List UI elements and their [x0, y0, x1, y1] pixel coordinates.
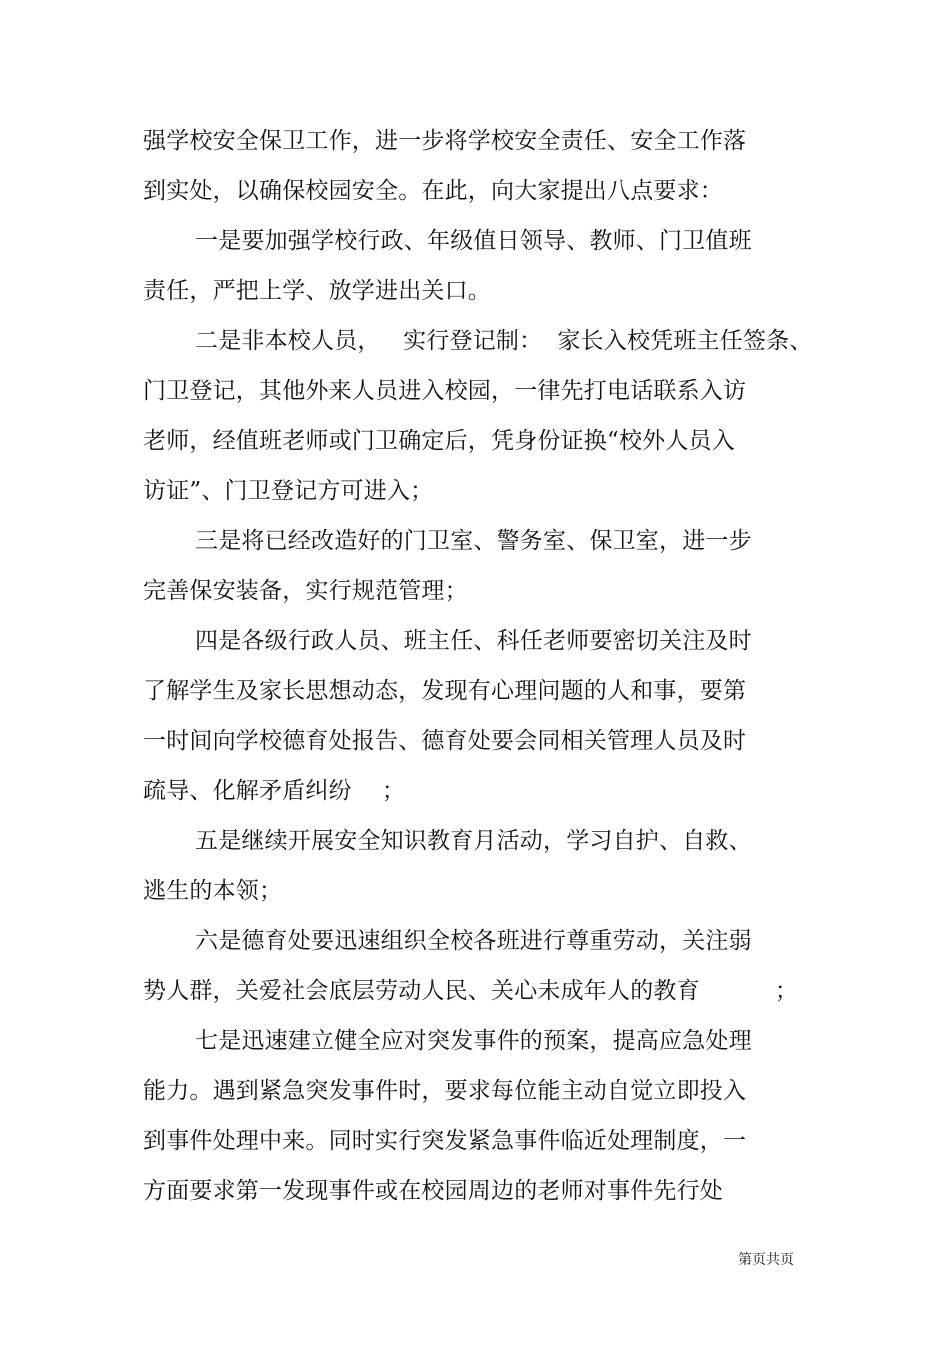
text-line-8: 访证”、门卫登记方可进入； [143, 478, 434, 504]
text-line-22: 方面要求第一发现事件或在校园周边的老师对事件先行处 [143, 1178, 723, 1204]
text-line-15: 五是继续开展安全知识教育月活动，学习自护、自救、 [195, 828, 752, 854]
text-line-10: 完善保安装备，实行规范管理； [143, 578, 468, 604]
text-line-9: 三是将已经改造好的门卫室、警务室、保卫室，进一步 [195, 528, 752, 554]
document-body [143, 116, 813, 1216]
text-line-21: 到事件处理中来。同时实行突发紧急事件临近处理制度，一 [143, 1128, 747, 1154]
text-line-17: 六是德育处要迅速组织全校各班进行尊重劳动，关注弱 [195, 928, 752, 954]
text-line-16: 逃生的本领； [143, 878, 283, 904]
text-line-13: 一时间向学校德育处报告、德育处要会同相关管理人员及时 [143, 728, 747, 754]
text-line-11: 四是各级行政人员、班主任、科任老师要密切关注及时 [195, 628, 752, 654]
text-line-1: 强学校安全保卫工作，进一步将学校安全责任、安全工作落 [143, 128, 747, 154]
text-line-7: 老师，经值班老师或门卫确定后，凭身份证换“校外人员入 [143, 428, 735, 454]
text-line-3: 一是要加强学校行政、年级值日领导、教师、门卫值班 [195, 228, 752, 254]
text-line-18: 势人群，关爱社会底层劳动人民、关心未成年人的教育 ； [143, 978, 799, 1004]
text-line-20: 能力。遇到紧急突发事件时，要求每位能主动自觉立即投入 [143, 1078, 747, 1104]
text-line-5: 二是非本校人员， 实行登记制： 家长入校凭班主任签条、 [195, 328, 813, 354]
text-line-19: 七是迅速建立健全应对突发事件的预案，提高应急处理 [195, 1028, 752, 1054]
text-line-2: 到实处，以确保校园安全。在此，向大家提出八点要求： [143, 178, 723, 204]
text-line-6: 门卫登记，其他外来人员进入校园，一律先打电话联系入访 [143, 378, 747, 404]
text-line-14: 疏导、化解矛盾纠纷 ； [143, 778, 406, 804]
text-line-4: 责任，严把上学、放学进出关口。 [143, 278, 491, 304]
page-footer: 第页共页 [738, 1252, 794, 1268]
text-line-12: 了解学生及家长思想动态，发现有心理问题的人和事，要第 [143, 678, 747, 704]
